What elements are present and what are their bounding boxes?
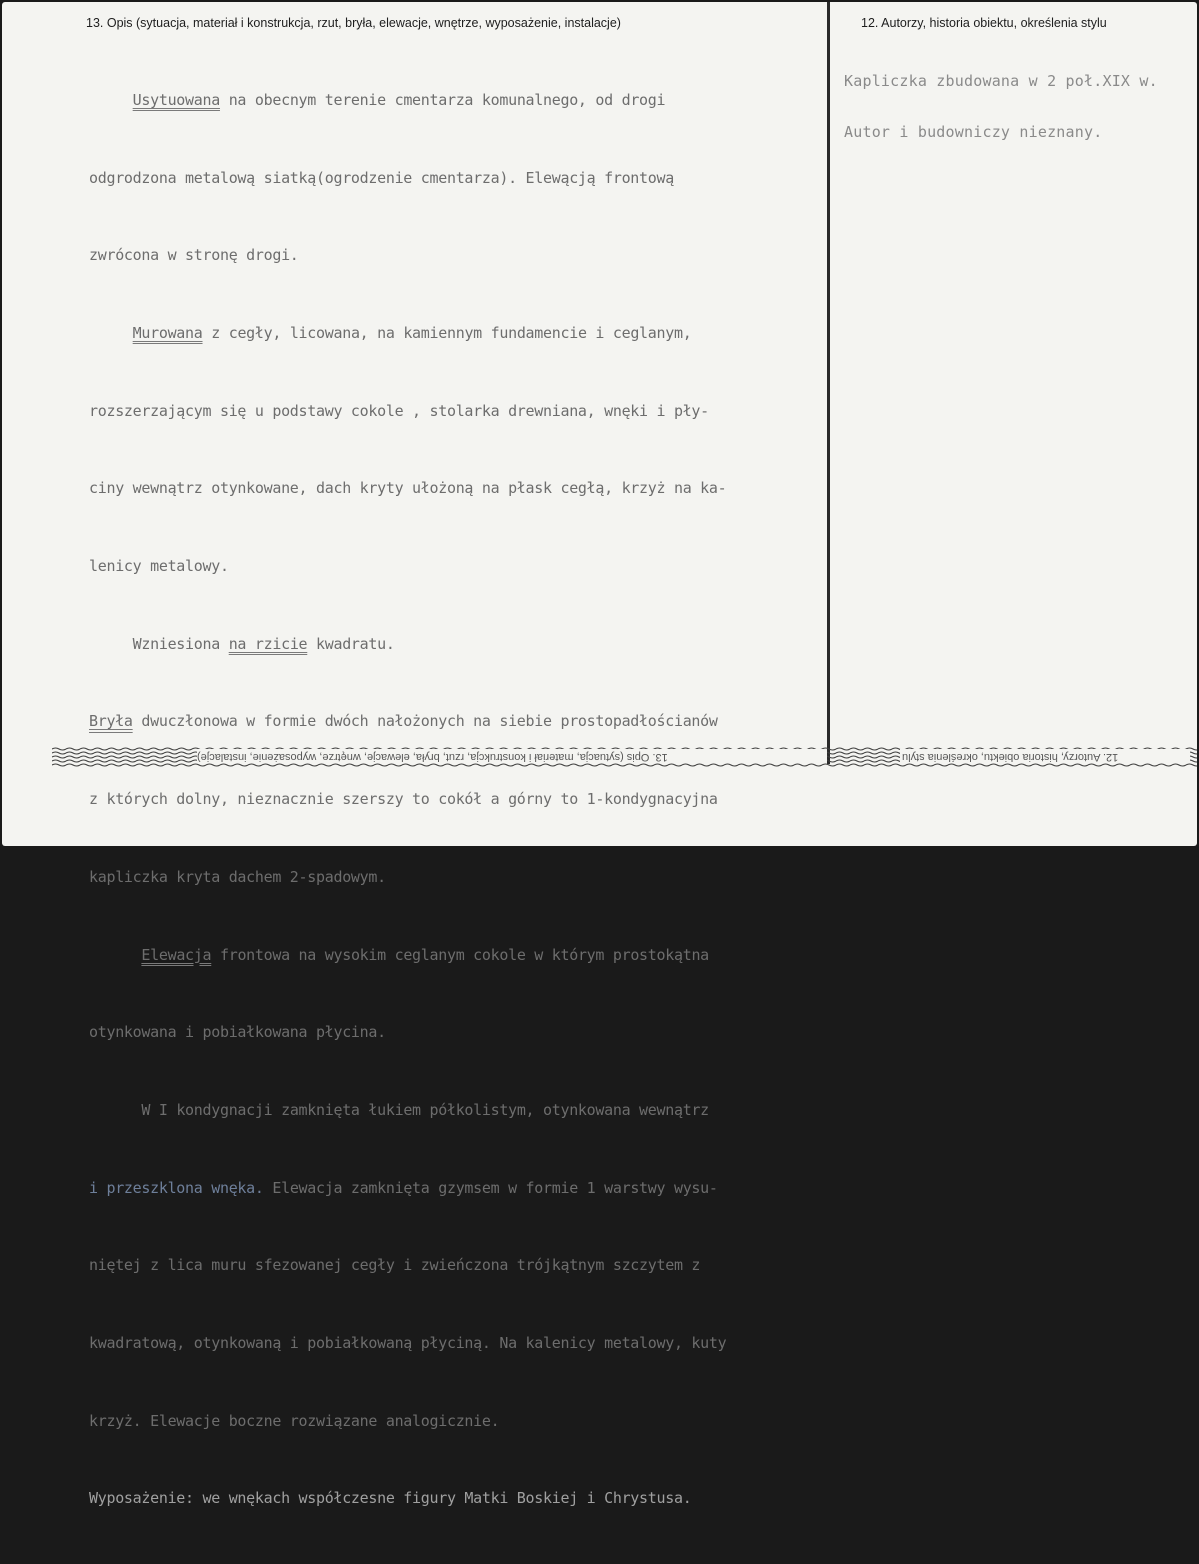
underlined-term: Bryła	[89, 712, 133, 731]
description-line: Elewacja frontowa na wysokim ceglanym cokole w którym prostokątna	[141, 945, 709, 964]
description-text	[89, 36, 726, 1564]
description-line: ciny wewnątrz otynkowane, dach kryty ułożoną na płask cegłą, krzyż na ka-	[89, 479, 727, 498]
underlined-term: Elewacja	[141, 945, 212, 964]
description-line: i przeszklona wnęka. Elewacja zamknięta gzymsem w formie 1 warstwy wysu-	[89, 1178, 718, 1197]
underlined-term: na rzicie	[228, 634, 308, 653]
description-line: krzyż. Elewacje boczne rozwiązane analogicznie.	[89, 1411, 500, 1430]
description-line: Wzniesiona na rzicie kwadratu.	[132, 634, 395, 653]
description-line: Murowana z cegły, licowana, na kamiennym fundamencie i ceglanym,	[132, 323, 692, 342]
inventory-card	[2, 2, 1197, 1508]
mirrored-authors-heading: 12. Autorzy, historia obiektu, określenia stylu	[902, 751, 1119, 763]
authors-line: Kapliczka zbudowana w 2 poł.XIX w.	[844, 72, 1158, 90]
description-section-heading: 13. Opis (sytuacja, materiał i konstrukcja, rzut, bryła, elewacje, wnętrze, wyposażenie, instalacje)	[86, 16, 621, 30]
description-line: odgrodzona metalową siatką(ogrodzenie cmentarza). Elewącją frontową	[89, 168, 674, 187]
description-line: W I kondygnacji zamknięta łukiem półkolistym, otynkowana wewnątrz	[141, 1100, 709, 1119]
underlined-term: Murowana	[132, 323, 203, 342]
mirrored-description-heading: 13. Opis (sytuacja, materiał i konstrukcja, rzut, bryła, elewacje, wnętrze, wyposażenie, instalacje)	[197, 751, 668, 763]
authors-section-heading: 12. Autorzy, historia obiektu, określenia stylu	[861, 16, 1107, 30]
underlined-term: Usytuowana	[132, 90, 220, 109]
description-line: kwadratową, otynkowaną i pobiałkowaną płyciną. Na kalenicy metalowy, kuty	[89, 1334, 727, 1353]
blue-typed-phrase: i przeszklona wnęka.	[89, 1178, 264, 1197]
column-divider	[827, 2, 830, 764]
description-line: lenicy metalowy.	[89, 557, 229, 576]
equipment-line: Wyposażenie: we wnękach współczesne figury Matki Boskiej i Chrystusa.	[89, 1489, 692, 1508]
authors-line: Autor i budowniczy nieznany.	[844, 123, 1103, 141]
description-line: rozszerzającym się u podstawy cokole , stolarka drewniana, wnęki i pły-	[89, 401, 709, 420]
description-line: z których dolny, nieznacznie szerszy to cokół a górny to 1-kondygnacyjna	[89, 790, 718, 809]
description-line: kapliczka kryta dachem 2-spadowym.	[89, 867, 386, 886]
authors-text	[844, 39, 1158, 175]
description-line: niętej z lica muru sfezowanej cegły i zwieńczona trójkątnym szczytem z	[89, 1256, 701, 1275]
description-line: zwrócona w stronę drogi.	[89, 246, 299, 265]
description-line: Bryła dwuczłonowa w formie dwóch nałożonych na siebie prostopadłościanów	[89, 712, 718, 731]
description-line: otynkowana i pobiałkowana płycina.	[89, 1023, 386, 1042]
description-line: Usytuowana na obecnym terenie cmentarza komunalnego, od drogi	[132, 90, 666, 109]
